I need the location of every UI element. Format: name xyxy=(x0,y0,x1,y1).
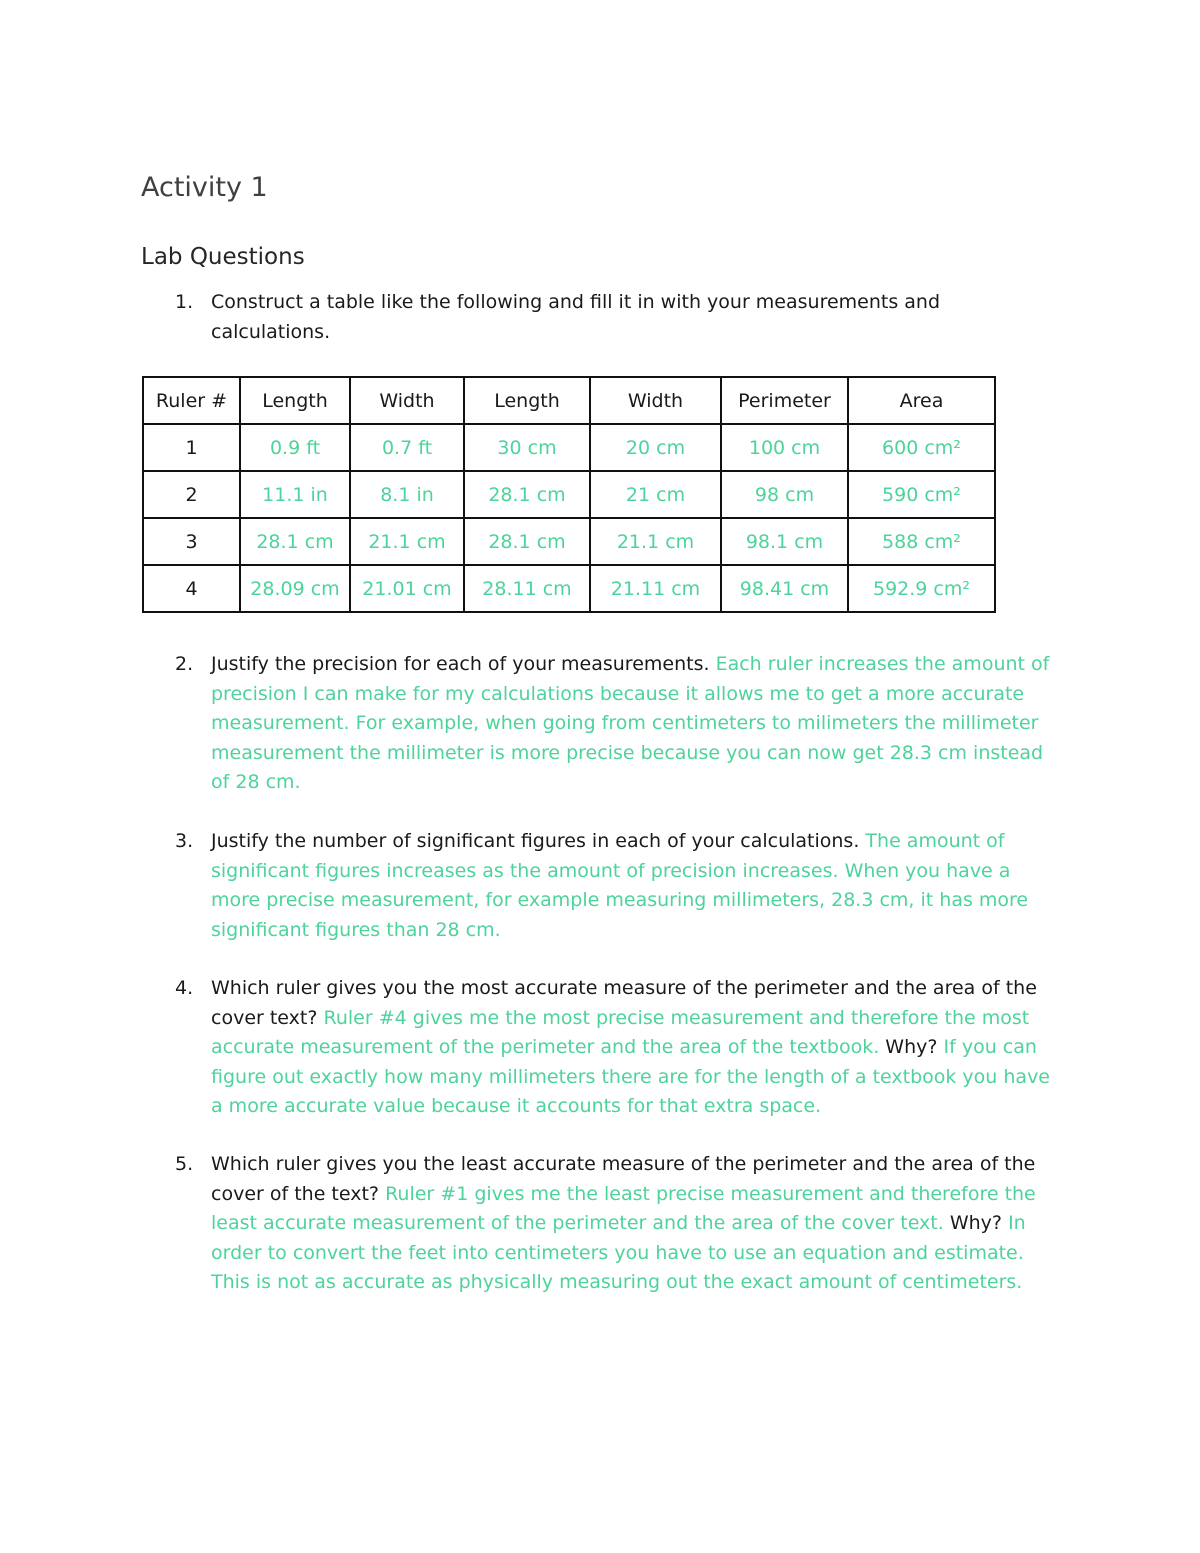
ruler-number-cell: 3 xyxy=(143,518,240,565)
header-cell: Ruler # xyxy=(143,377,240,424)
question-prompt: Justify the number of significant figures in each of your calculations. xyxy=(211,830,860,852)
table-row xyxy=(143,424,995,471)
width-cell: 0.7 ft xyxy=(350,424,464,471)
width-cm-cell: 21.11 cm xyxy=(590,565,721,612)
why-label: Why? xyxy=(885,1036,938,1059)
section-heading: Lab Questions xyxy=(141,244,305,270)
page-title: Activity 1 xyxy=(141,172,268,203)
length-cell: 28.1 cm xyxy=(240,518,350,565)
question-number: 5. xyxy=(175,1153,194,1175)
width-cm-cell: 20 cm xyxy=(590,424,721,471)
question-3 xyxy=(175,827,1060,945)
question-number: 1. xyxy=(175,291,194,313)
question-5 xyxy=(175,1150,1060,1298)
question-answer: Ruler #1 gives me the least precise measurement and therefore the least accurate measurement of the perimeter and the area of the cover text. xyxy=(211,1182,1036,1235)
why-answer: If you can figure out exactly how many millimeters there are for the length of a textbook you have a more accurate value because it accounts for that extra space. xyxy=(211,1036,1050,1118)
table-header-row xyxy=(143,377,995,424)
question-4 xyxy=(175,974,1060,1122)
width-cell: 8.1 in xyxy=(350,471,464,518)
length-cell: 11.1 in xyxy=(240,471,350,518)
question-answer: The amount of significant figures increases as the amount of precision increases. When you have a more precise measurement, for example measuring millimeters, 28.3 cm, it has more significant figures than 28 cm. xyxy=(211,830,1029,941)
length-cell: 0.9 ft xyxy=(240,424,350,471)
header-cell: Length xyxy=(240,377,350,424)
width-cm-cell: 21.1 cm xyxy=(590,518,721,565)
table-row xyxy=(143,518,995,565)
perimeter-cell: 98 cm xyxy=(721,471,848,518)
perimeter-cell: 98.1 cm xyxy=(721,518,848,565)
question-number: 2. xyxy=(175,653,194,675)
length-cm-cell: 30 cm xyxy=(464,424,590,471)
perimeter-cell: 100 cm xyxy=(721,424,848,471)
width-cm-cell: 21 cm xyxy=(590,471,721,518)
area-cell: 590 cm² xyxy=(848,471,995,518)
length-cm-cell: 28.11 cm xyxy=(464,565,590,612)
length-cell: 28.09 cm xyxy=(240,565,350,612)
header-cell: Width xyxy=(590,377,721,424)
header-cell: Width xyxy=(350,377,464,424)
length-cm-cell: 28.1 cm xyxy=(464,518,590,565)
question-number: 3. xyxy=(175,830,194,852)
area-cell: 592.9 cm² xyxy=(848,565,995,612)
question-prompt: Which ruler gives you the least accurate measure of the perimeter and the area of the cover of the text? xyxy=(211,1153,1036,1205)
area-cell: 588 cm² xyxy=(848,518,995,565)
width-cell: 21.1 cm xyxy=(350,518,464,565)
question-prompt: Construct a table like the following and fill it in with your measurements and calculations. xyxy=(211,291,941,343)
area-cell: 600 cm² xyxy=(848,424,995,471)
table-row xyxy=(143,471,995,518)
question-1 xyxy=(175,288,1060,347)
question-prompt: Justify the precision for each of your measurements. xyxy=(211,653,710,675)
header-cell: Area xyxy=(848,377,995,424)
why-answer: In order to convert the feet into centimeters you have to use an equation and estimate. This is not as accurate as physically measuring out the exact amount of centimeters. xyxy=(211,1212,1026,1294)
table-row xyxy=(143,565,995,612)
question-answer: Ruler #4 gives me the most precise measurement and therefore the most accurate measurement of the perimeter and the area of the textbook. xyxy=(211,1006,1030,1059)
header-cell: Perimeter xyxy=(721,377,848,424)
ruler-number-cell: 4 xyxy=(143,565,240,612)
question-number: 4. xyxy=(175,977,194,999)
measurements-table xyxy=(142,376,996,613)
width-cell: 21.01 cm xyxy=(350,565,464,612)
question-2 xyxy=(175,650,1060,798)
ruler-number-cell: 2 xyxy=(143,471,240,518)
why-label: Why? xyxy=(949,1212,1003,1235)
perimeter-cell: 98.41 cm xyxy=(721,565,848,612)
question-answer: Each ruler increases the amount of precision I can make for my calculations because it allows me to get a more accurate measurement. For example, when going from centimeters to milimeters the millimeter measurement the millimeter is more precise because you can now get 28.3 cm instead of 28 cm. xyxy=(211,653,1050,794)
length-cm-cell: 28.1 cm xyxy=(464,471,590,518)
ruler-number-cell: 1 xyxy=(143,424,240,471)
question-prompt: Which ruler gives you the most accurate measure of the perimeter and the area of the cover text? xyxy=(211,977,1037,1029)
header-cell: Length xyxy=(464,377,590,424)
